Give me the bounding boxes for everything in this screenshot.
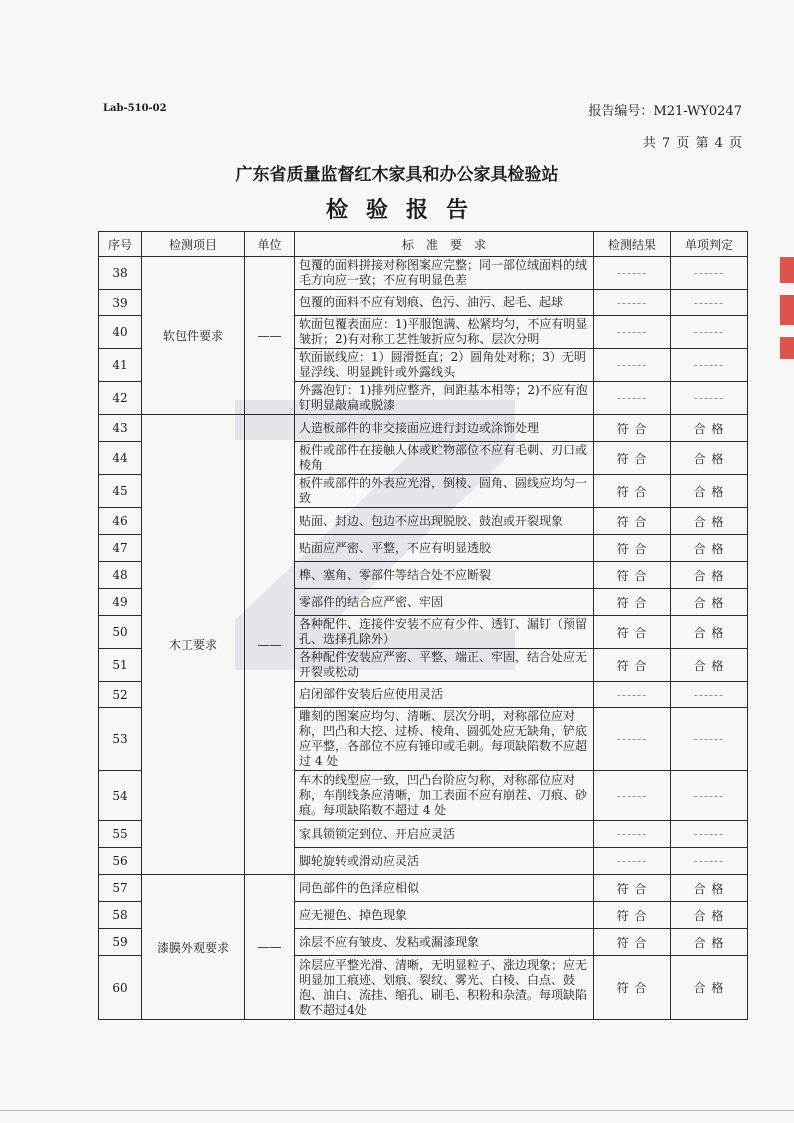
row-number: 53 xyxy=(99,708,142,771)
table-header-row xyxy=(99,232,748,257)
row-number: 43 xyxy=(99,415,142,442)
requirement-text: 雕刻的图案应均匀、清晰、层次分明，对称部位应对称，凹凸和大挖、过桥、棱角、圆弧处应无缺角，铲底应平整，各部位不应有锤印或毛刺。每项缺陷数不应超过 4 处 xyxy=(295,708,594,771)
test-result: ------ xyxy=(594,682,671,708)
test-result: 符 合 xyxy=(594,475,671,508)
table-row xyxy=(99,875,748,902)
item-verdict: ------ xyxy=(671,848,748,875)
table-row xyxy=(99,415,748,442)
row-number: 45 xyxy=(99,475,142,508)
test-result: ------ xyxy=(594,708,671,771)
test-result: 符 合 xyxy=(594,956,671,1020)
requirement-text: 包覆的面料拼接对称图案应完整；同一部位绒面料的绒毛方向应一致；不应有明显色差 xyxy=(295,257,594,290)
header-unit: 单位 xyxy=(245,232,295,257)
row-number: 56 xyxy=(99,848,142,875)
row-number: 50 xyxy=(99,616,142,649)
item-verdict: ------ xyxy=(671,316,748,349)
requirement-text: 涂层应平整光滑、清晰，无明显粒子、涨边现象；应无明显加工痕迹、划痕、裂纹、雾光、白棱、白点、鼓泡、油白、流挂、缩孔、刷毛、积粉和杂渣。每项缺陷数不超过4处 xyxy=(295,956,594,1020)
unit-cell: —— xyxy=(245,415,295,875)
item-verdict: ------ xyxy=(671,382,748,415)
requirement-text: 各种配件、连接件安装不应有少件、透钉、漏钉（预留孔、选择孔除外） xyxy=(295,616,594,649)
row-number: 54 xyxy=(99,771,142,821)
test-result: 符 合 xyxy=(594,616,671,649)
item-verdict: 合 格 xyxy=(671,442,748,475)
row-number: 49 xyxy=(99,589,142,616)
requirement-text: 人造板部件的非交接面应进行封边或涂饰处理 xyxy=(295,415,594,442)
row-number: 38 xyxy=(99,257,142,290)
item-verdict: ------ xyxy=(671,349,748,382)
row-number: 40 xyxy=(99,316,142,349)
row-number: 58 xyxy=(99,902,142,929)
test-result: 符 合 xyxy=(594,589,671,616)
lab-code: Lab-510-02 xyxy=(103,103,167,114)
requirement-text: 贴面、封边、包边不应出现脱胶、鼓泡或开裂现象 xyxy=(295,508,594,535)
item-verdict: 合 格 xyxy=(671,562,748,589)
organization-name: 广东省质量监督红木家具和办公家具检验站 xyxy=(235,165,559,185)
requirement-text: 涂层不应有皱皮、发粘或漏漆现象 xyxy=(295,929,594,956)
row-number: 39 xyxy=(99,290,142,316)
item-verdict: 合 格 xyxy=(671,929,748,956)
requirement-text: 应无褪色、掉色现象 xyxy=(295,902,594,929)
item-verdict: 合 格 xyxy=(671,956,748,1020)
item-verdict: ------ xyxy=(671,821,748,848)
row-number: 57 xyxy=(99,875,142,902)
requirement-text: 板件或部件在接触人体或贮物部位不应有毛刺、刃口或棱角 xyxy=(295,442,594,475)
test-item: 漆膜外观要求 xyxy=(142,875,245,1020)
test-result: ------ xyxy=(594,316,671,349)
item-verdict: 合 格 xyxy=(671,508,748,535)
header-verdict: 单项判定 xyxy=(671,232,748,257)
item-verdict: 合 格 xyxy=(671,475,748,508)
row-number: 59 xyxy=(99,929,142,956)
unit-cell: —— xyxy=(245,875,295,1020)
item-verdict: 合 格 xyxy=(671,649,748,682)
row-number: 48 xyxy=(99,562,142,589)
header-requirement: 标 准 要 求 xyxy=(295,232,594,257)
test-item: 软包件要求 xyxy=(142,257,245,415)
row-number: 44 xyxy=(99,442,142,475)
red-seal-edge xyxy=(776,245,794,395)
requirement-text: 榫、塞角、零部件等结合处不应断裂 xyxy=(295,562,594,589)
header-item: 检测项目 xyxy=(142,232,245,257)
row-number: 60 xyxy=(99,956,142,1020)
header-no: 序号 xyxy=(99,232,142,257)
row-number: 47 xyxy=(99,535,142,562)
page-info: 共 7 页 第 4 页 xyxy=(642,136,742,151)
requirement-text: 包覆的面料不应有划痕、色污、油污、起毛、起球 xyxy=(295,290,594,316)
row-number: 55 xyxy=(99,821,142,848)
requirement-text: 板件或部件的外表应光滑，倒棱、圆角、圆线应均匀一致 xyxy=(295,475,594,508)
page-bottom-line xyxy=(0,1110,794,1111)
test-result: 符 合 xyxy=(594,929,671,956)
item-verdict: 合 格 xyxy=(671,616,748,649)
row-number: 42 xyxy=(99,382,142,415)
item-verdict: 合 格 xyxy=(671,415,748,442)
test-result: ------ xyxy=(594,848,671,875)
requirement-text: 脚轮旋转或滑动应灵活 xyxy=(295,848,594,875)
requirement-text: 同色部件的色泽应相似 xyxy=(295,875,594,902)
inspection-table xyxy=(98,231,748,1020)
item-verdict: 合 格 xyxy=(671,875,748,902)
test-result: 符 合 xyxy=(594,649,671,682)
item-verdict: ------ xyxy=(671,682,748,708)
item-verdict: ------ xyxy=(671,771,748,821)
item-verdict: 合 格 xyxy=(671,902,748,929)
test-result: 符 合 xyxy=(594,508,671,535)
row-number: 52 xyxy=(99,682,142,708)
test-result: ------ xyxy=(594,257,671,290)
test-result: ------ xyxy=(594,290,671,316)
requirement-text: 零部件的结合应严密、牢固 xyxy=(295,589,594,616)
test-result: 符 合 xyxy=(594,415,671,442)
item-verdict: 合 格 xyxy=(671,589,748,616)
item-verdict: ------ xyxy=(671,257,748,290)
row-number: 46 xyxy=(99,508,142,535)
test-result: 符 合 xyxy=(594,442,671,475)
test-result: 符 合 xyxy=(594,875,671,902)
item-verdict: ------ xyxy=(671,290,748,316)
row-number: 41 xyxy=(99,349,142,382)
requirement-text: 外露泡钉：1)排列应整齐，间距基本相等；2)不应有泡钉明显敲扁或脱漆 xyxy=(295,382,594,415)
test-result: 符 合 xyxy=(594,535,671,562)
test-result: 符 合 xyxy=(594,902,671,929)
test-item: 木工要求 xyxy=(142,415,245,875)
requirement-text: 车木的线型应一致，凹凸台阶应匀称，对称部位应对称，车削线条应清晰，加工表面不应有崩茬、刀痕、砂痕。每项缺陷数不超过 4 处 xyxy=(295,771,594,821)
requirement-text: 贴面应严密、平整，不应有明显透胶 xyxy=(295,535,594,562)
requirement-text: 启闭部件安装后应使用灵活 xyxy=(295,682,594,708)
test-result: ------ xyxy=(594,821,671,848)
requirement-text: 软面嵌线应：1）圆滑挺直；2）圆角处对称；3）无明显浮线、明显跳针或外露线头 xyxy=(295,349,594,382)
document-title: 检验报告 xyxy=(325,198,486,223)
row-number: 51 xyxy=(99,649,142,682)
unit-cell: —— xyxy=(245,257,295,415)
table-body xyxy=(99,257,748,1020)
test-result: ------ xyxy=(594,349,671,382)
requirement-text: 软面包覆表面应：1)平服饱满、松紧均匀，不应有明显皱折；2)有对称工艺性皱折应匀称、层次分明 xyxy=(295,316,594,349)
header-result: 检测结果 xyxy=(594,232,671,257)
item-verdict: 合 格 xyxy=(671,535,748,562)
report-number: 报告编号：M21-WY0247 xyxy=(588,104,742,119)
item-verdict: ------ xyxy=(671,708,748,771)
requirement-text: 各种配件安装应严密、平整、端正、牢固，结合处应无开裂或松动 xyxy=(295,649,594,682)
test-result: ------ xyxy=(594,771,671,821)
test-result: 符 合 xyxy=(594,562,671,589)
requirement-text: 家具锁锁定到位、开启应灵活 xyxy=(295,821,594,848)
test-result: ------ xyxy=(594,382,671,415)
table-row xyxy=(99,257,748,290)
